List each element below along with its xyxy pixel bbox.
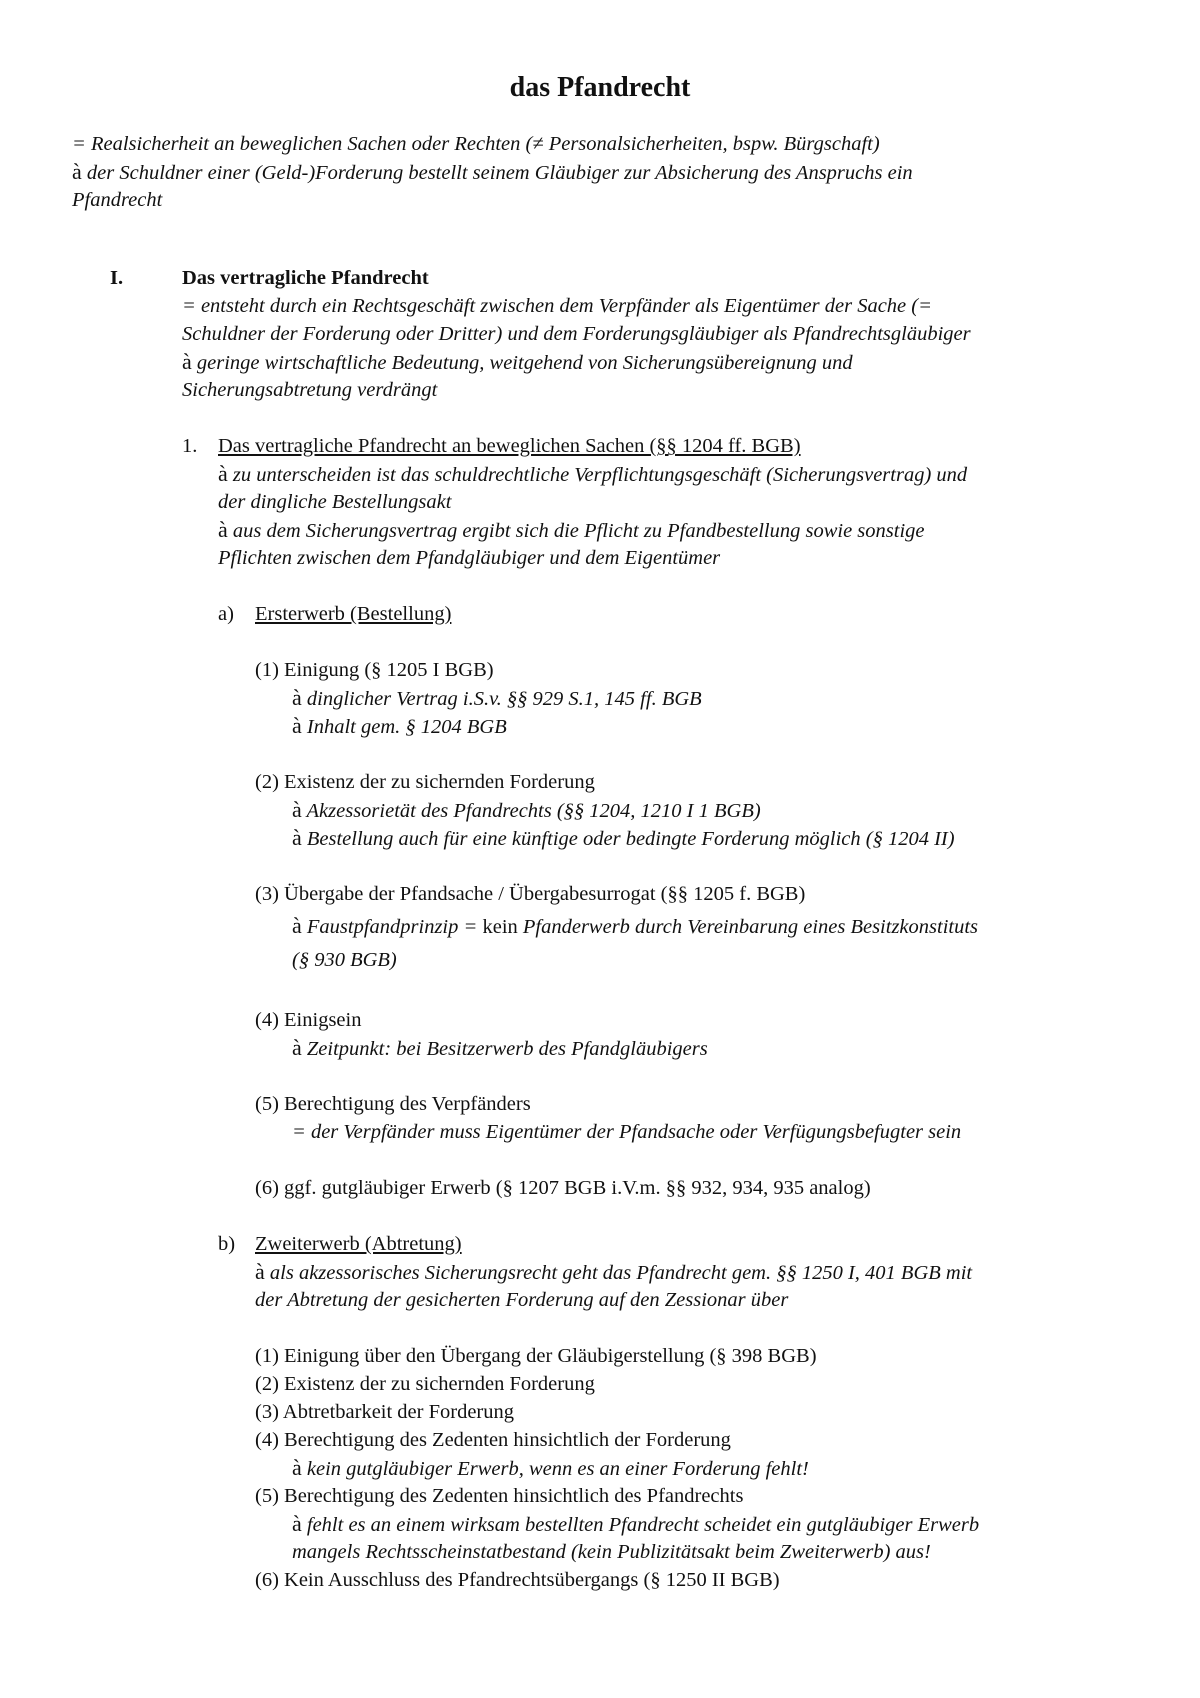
arrow-icon: à	[292, 825, 302, 850]
subsection-note-cont: der dingliche Bestellungsakt	[218, 491, 452, 513]
intro-note-text: der Schuldner einer (Geld-)Forderung bestellt seinem Gläubiger zur Absicherung des Anspruchs ein	[81, 162, 913, 184]
arrow-icon: à	[218, 461, 228, 486]
note-text: als akzessorisches Sicherungsrecht geht das Pfandrecht gem. §§ 1250 I, 401 BGB mit	[264, 1262, 973, 1284]
arrow-icon: à	[292, 1035, 302, 1060]
list-item-note	[292, 824, 955, 853]
note-text: Inhalt gem. § 1204 BGB	[301, 716, 507, 738]
intro-note-cont: Pfandrecht	[72, 189, 163, 211]
arrow-icon: à	[292, 685, 302, 710]
arrow-icon: à	[72, 159, 82, 184]
note-emphasis: kein	[482, 916, 518, 938]
list-item: (2) Existenz der zu sichernden Forderung	[255, 771, 595, 793]
list-item-note	[292, 796, 761, 825]
list-item: (2) Existenz der zu sichernden Forderung	[255, 1373, 595, 1395]
subsection-note-text: zu unterscheiden ist das schuldrechtliche Verpflichtungsgeschäft (Sicherungsvertrag) und	[227, 464, 968, 486]
part-b-note-cont: der Abtretung der gesicherten Forderung auf den Zessionar über	[255, 1289, 789, 1311]
arrow-icon: à	[292, 913, 302, 938]
list-item: (1) Einigung (§ 1205 I BGB)	[255, 659, 494, 681]
list-item-note	[292, 1454, 809, 1483]
list-item-note	[292, 712, 507, 741]
list-item: (5) Berechtigung des Zedenten hinsichtlich des Pfandrechts	[255, 1485, 744, 1507]
intro-note-line	[72, 158, 913, 187]
list-item: (3) Übergabe der Pfandsache / Übergabesurrogat (§§ 1205 f. BGB)	[255, 883, 806, 905]
note-text: Faustpfandprinzip =	[301, 916, 483, 938]
subsection-number: 1.	[182, 435, 198, 457]
arrow-icon: à	[292, 1511, 302, 1536]
arrow-icon: à	[292, 797, 302, 822]
intro-definition: = Realsicherheit an beweglichen Sachen oder Rechten (≠ Personalsicherheiten, bspw. Bürgschaft)	[72, 133, 880, 155]
part-b-label: b)	[218, 1233, 236, 1255]
section-note-cont: Sicherungsabtretung verdrängt	[182, 379, 438, 401]
note-text: Zeitpunkt: bei Besitzerwerb des Pfandgläubigers	[301, 1038, 708, 1060]
list-item: (4) Einigsein	[255, 1009, 362, 1031]
list-item: (3) Abtretbarkeit der Forderung	[255, 1401, 515, 1423]
document-title: das Pfandrecht	[509, 72, 691, 103]
list-item: (5) Berechtigung des Verpfänders	[255, 1093, 531, 1115]
list-item: (6) ggf. gutgläubiger Erwerb (§ 1207 BGB i.V.m. §§ 932, 934, 935 analog)	[255, 1177, 871, 1199]
list-item: (6) Kein Ausschluss des Pfandrechtsübergangs (§ 1250 II BGB)	[255, 1569, 780, 1591]
subsection-heading: Das vertragliche Pfandrecht an beweglichen Sachen (§§ 1204 ff. BGB)	[218, 435, 801, 457]
part-a-label: a)	[218, 603, 234, 625]
section-heading: Das vertragliche Pfandrecht	[182, 267, 429, 289]
part-a-heading: Ersterwerb (Bestellung)	[255, 603, 452, 625]
note-text: fehlt es an einem wirksam bestellten Pfandrecht scheidet ein gutgläubiger Erwerb	[301, 1514, 980, 1536]
list-item-note-cont: mangels Rechtsscheinstatbestand (kein Publizitätsakt beim Zweiterwerb) aus!	[292, 1541, 931, 1563]
section-note-text: geringe wirtschaftliche Bedeutung, weitgehend von Sicherungsübereignung und	[191, 352, 853, 374]
subsection-note-line	[218, 460, 967, 489]
note-text: Pfanderwerb durch Vereinbarung eines Besitzkonstituts	[517, 916, 979, 938]
section-note-line	[182, 348, 853, 377]
list-item: (1) Einigung über den Übergang der Gläubigerstellung (§ 398 BGB)	[255, 1345, 817, 1367]
list-item-note	[292, 912, 978, 941]
list-item: (4) Berechtigung des Zedenten hinsichtlich der Forderung	[255, 1429, 731, 1451]
arrow-icon: à	[218, 517, 228, 542]
note-text: Akzessorietät des Pfandrechts (§§ 1204, 1210 I 1 BGB)	[301, 800, 761, 822]
arrow-icon: à	[255, 1259, 265, 1284]
note-text: Bestellung auch für eine künftige oder bedingte Forderung möglich (§ 1204 II)	[301, 828, 955, 850]
list-item-note: = der Verpfänder muss Eigentümer der Pfandsache oder Verfügungsbefugter sein	[292, 1121, 962, 1143]
section-definition: = entsteht durch ein Rechtsgeschäft zwischen dem Verpfänder als Eigentümer der Sache (=	[182, 295, 932, 317]
list-item-note	[292, 1034, 708, 1063]
arrow-icon: à	[292, 1455, 302, 1480]
arrow-icon: à	[292, 713, 302, 738]
section-number: I.	[110, 267, 124, 289]
section-definition-cont: Schuldner der Forderung oder Dritter) und dem Forderungsgläubiger als Pfandrechtsgläubiger	[182, 323, 971, 345]
list-item-note	[292, 1510, 979, 1539]
subsection-note-line	[218, 516, 925, 545]
subsection-note-text: aus dem Sicherungsvertrag ergibt sich die Pflicht zu Pfandbestellung sowie sonstige	[227, 520, 925, 542]
note-text: kein gutgläubiger Erwerb, wenn es an einer Forderung fehlt!	[301, 1458, 809, 1480]
arrow-icon: à	[182, 349, 192, 374]
list-item-note	[292, 684, 702, 713]
note-text: dinglicher Vertrag i.S.v. §§ 929 S.1, 145 ff. BGB	[301, 688, 702, 710]
list-item-note-cont: (§ 930 BGB)	[292, 949, 397, 971]
subsection-note-cont: Pflichten zwischen dem Pfandgläubiger und dem Eigentümer	[218, 547, 721, 569]
part-b-note	[255, 1258, 972, 1287]
part-b-heading: Zweiterwerb (Abtretung)	[255, 1233, 462, 1255]
